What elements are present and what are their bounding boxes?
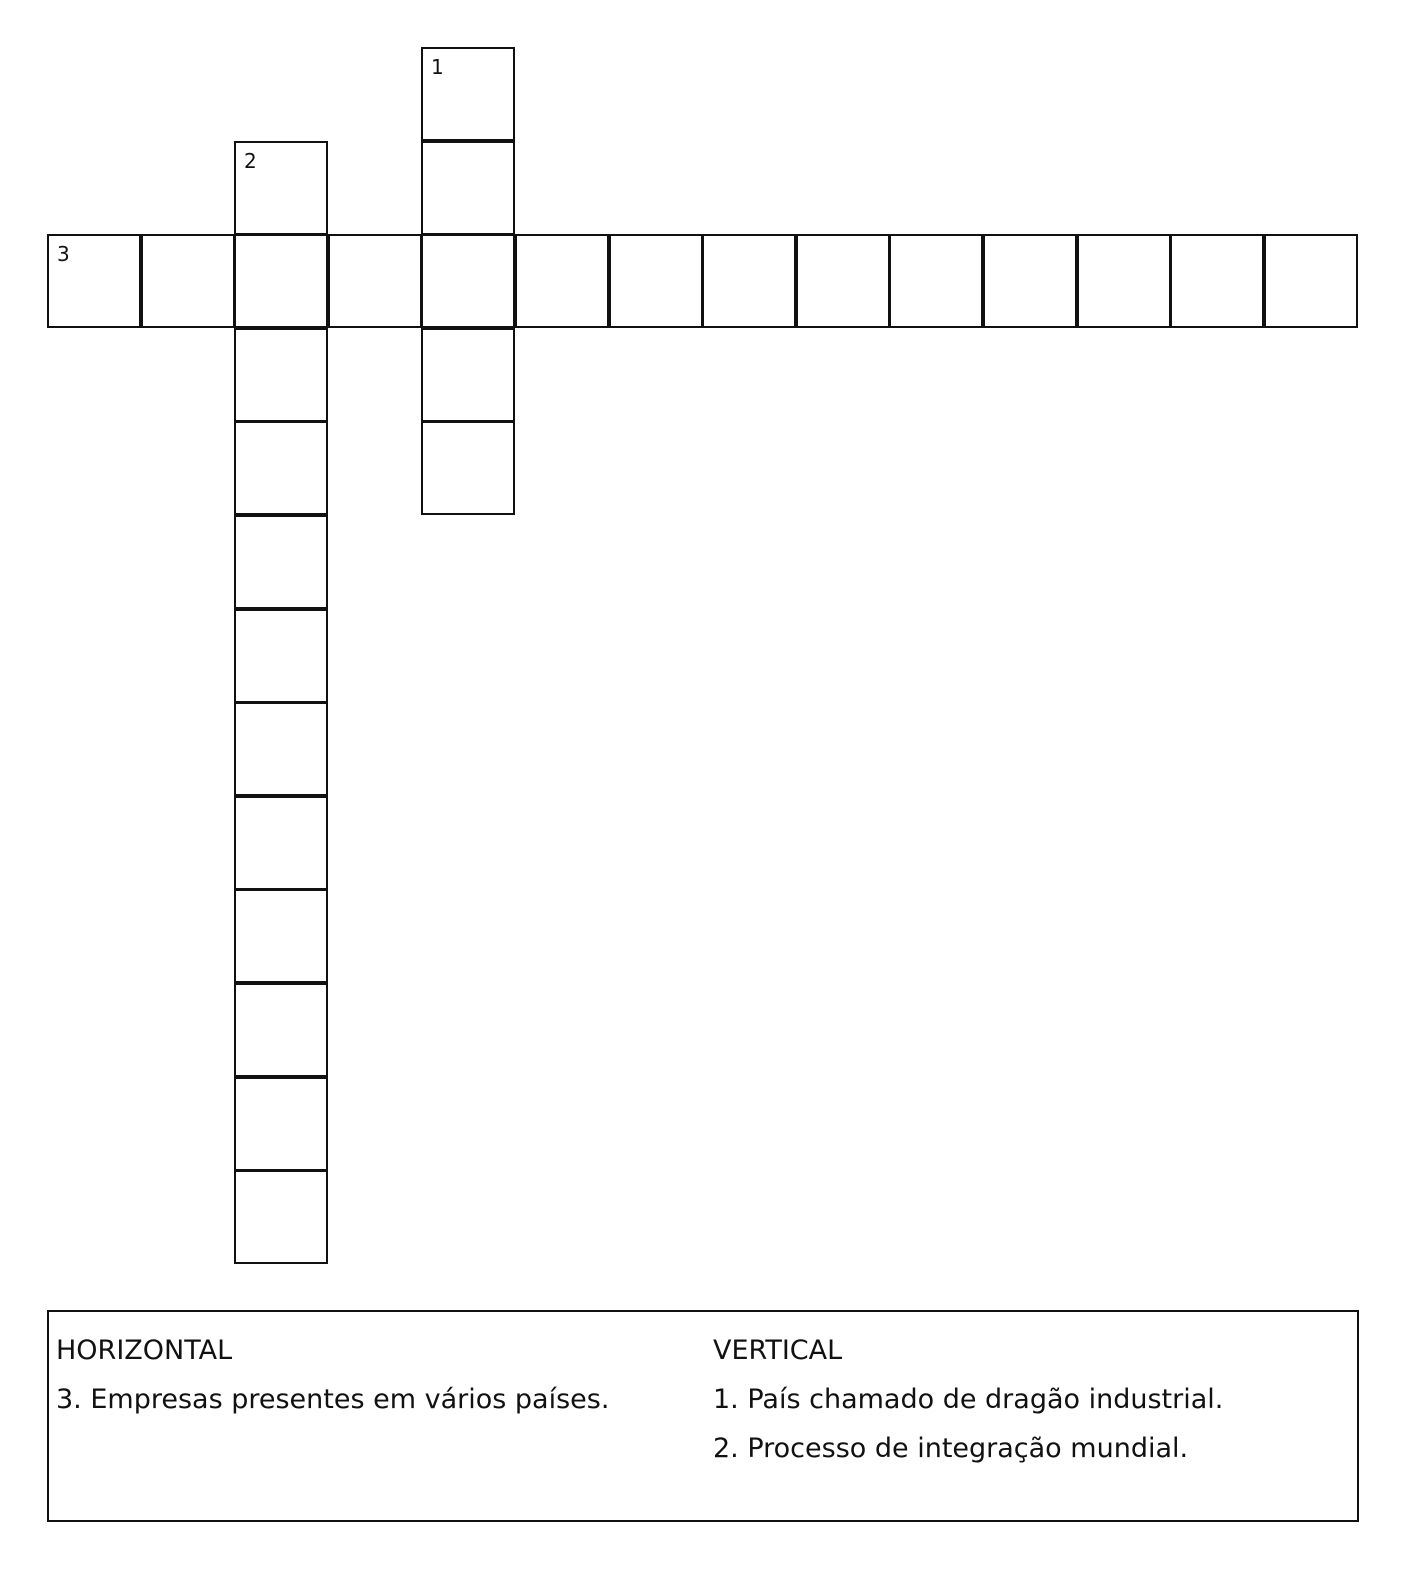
crossword-cell[interactable] <box>796 234 890 328</box>
clue-number: 1 <box>431 55 444 79</box>
crossword-cell[interactable] <box>889 234 983 328</box>
crossword-cell[interactable] <box>234 983 328 1077</box>
crossword-cell[interactable] <box>421 47 515 141</box>
crossword-cell[interactable] <box>1170 234 1264 328</box>
crossword-cell[interactable] <box>421 234 515 328</box>
crossword-cell[interactable] <box>1077 234 1171 328</box>
crossword-cell[interactable] <box>234 1170 328 1264</box>
clue-number: 3 <box>57 242 70 266</box>
vertical-heading: VERTICAL <box>713 1335 843 1366</box>
horizontal-heading: HORIZONTAL <box>56 1335 233 1366</box>
crossword-cell[interactable] <box>609 234 703 328</box>
vertical-clues <box>713 1326 1223 1473</box>
crossword-cell[interactable] <box>234 328 328 422</box>
crossword-cell[interactable] <box>234 141 328 235</box>
crossword-cell[interactable] <box>1264 234 1358 328</box>
clue-vertical-1: 1. País chamado de dragão industrial. <box>713 1384 1224 1415</box>
crossword-cell[interactable] <box>234 702 328 796</box>
crossword-cell[interactable] <box>515 234 609 328</box>
crossword-cell[interactable] <box>983 234 1077 328</box>
clue-horizontal-3: 3. Empresas presentes em vários países. <box>56 1384 610 1415</box>
crossword-cell[interactable] <box>421 328 515 422</box>
crossword-cell[interactable] <box>421 141 515 235</box>
crossword-cell[interactable] <box>702 234 796 328</box>
crossword-cell[interactable] <box>234 515 328 609</box>
clues-panel <box>47 1310 1359 1522</box>
crossword-cell[interactable] <box>328 234 422 328</box>
crossword-cell[interactable] <box>47 234 141 328</box>
crossword-cell[interactable] <box>234 609 328 703</box>
crossword-cell[interactable] <box>234 421 328 515</box>
crossword-cell[interactable] <box>234 889 328 983</box>
crossword-cell[interactable] <box>421 421 515 515</box>
crossword-cell[interactable] <box>234 796 328 890</box>
clue-number: 2 <box>244 149 257 173</box>
crossword-cell[interactable] <box>234 1077 328 1171</box>
clue-vertical-2: 2. Processo de integração mundial. <box>713 1433 1189 1464</box>
crossword-cell[interactable] <box>141 234 235 328</box>
crossword-cell[interactable] <box>234 234 328 328</box>
horizontal-clues <box>56 1326 609 1424</box>
